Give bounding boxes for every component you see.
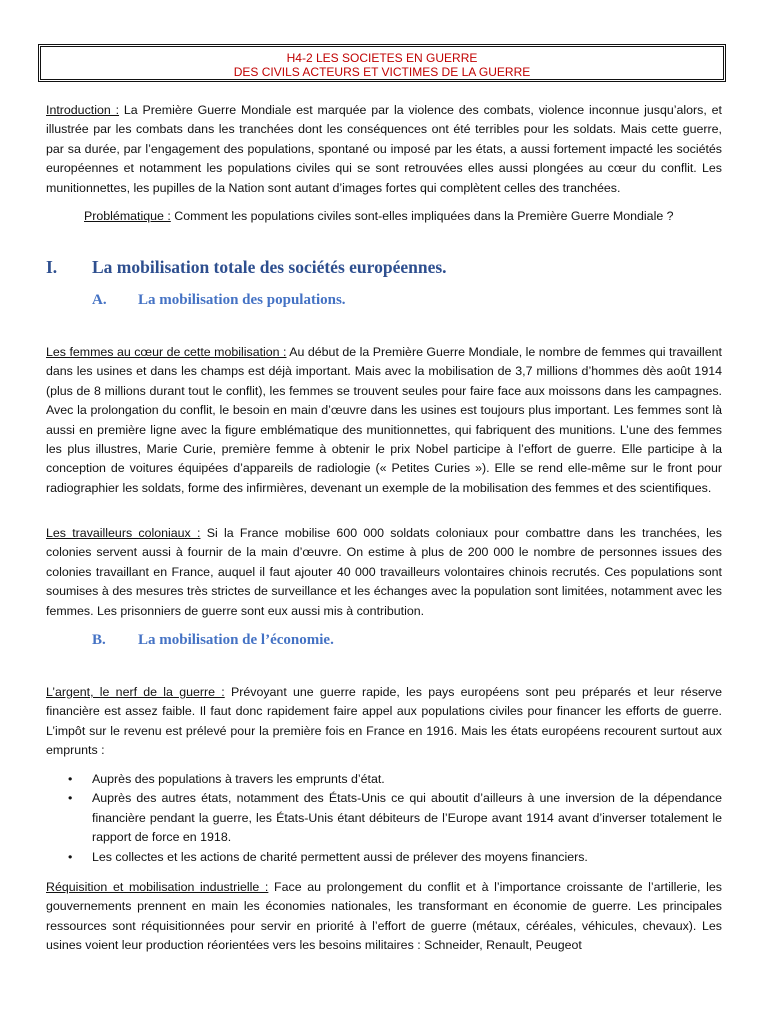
argent-label: L’argent, le nerf de la guerre : [46,685,225,699]
emprunts-list [46,770,722,867]
section-title-1: La mobilisation totale des sociétés européennes. [92,257,447,277]
intro-label: Introduction : [46,103,120,117]
femmes-text: Au début de la Première Guerre Mondiale, le nombre de femmes qui travaillent dans les usines et dans les champs est déjà important. Mais avec la mobilisation de 3,7 millions d’hommes dès août 1914 (plus de 8 millions durant tout le conflit), les femmes se trouvent seules pour faire face aux moissons dans les campagnes. Avec la prolongation du conflit, le besoin en main d’œuvre dans les usines est toujours plus important. Les femmes sont là aussi en première ligne avec la figure emblématique des munitionnettes, qui fabriquent des munitions. L’une des femmes les plus illustres, Marie Curie, première femme à obtenir le prix Nobel participe à l’effort de guerre. Elle participe à la conception de voitures équipées d’appareils de radiologie (« Petites Curies »). Elle se rend elle-même sur le front pour radiographier les soldats, forme des infirmières, devenant un exemple de la mobilisation des femmes et des scientifiques. [46,345,723,495]
title-line-1: H4-2 LES SOCIETES EN GUERRE [286,51,478,65]
title-line-2: DES CIVILS ACTEURS ET VICTIMES DE LA GUERRE [233,65,531,79]
coloniaux-paragraph [46,524,722,621]
subsection-title-a: La mobilisation des populations. [138,292,346,308]
subsection-number-b: B. [92,632,106,648]
subsection-heading-b [92,632,334,649]
problematique-text: Comment les populations civiles sont-elles impliquées dans la Première Guerre Mondiale ? [170,209,674,223]
coloniaux-label: Les travailleurs coloniaux : [46,526,201,540]
subsection-number-a: A. [92,292,107,308]
title-box [38,44,726,82]
section-number-1: I. [46,257,58,277]
requisition-label: Réquisition et mobilisation industrielle : [46,880,269,894]
problematique [84,207,724,226]
femmes-label: Les femmes au cœur de cette mobilisation : [46,345,287,359]
bullet-icon: • [68,849,73,864]
list-item: • Les collectes et les actions de charité permettent aussi de prélever des moyens financiers. [46,848,722,867]
intro-paragraph [46,101,722,198]
subsection-title-b: La mobilisation de l’économie. [138,632,334,648]
list-item: • Auprès des autres états, notamment des États-Unis ce qui aboutit d’ailleurs à une inversion de la dépendance financière pendant la guerre, les États-Unis étant débiteurs de l’Europe avant 1914 avant d’inverser totalement le rapport de force en 1918. [68,791,722,845]
requisition-paragraph [46,878,722,956]
list-item: • Auprès des populations à travers les emprunts d’état. [46,770,722,789]
bullet-icon: • [68,772,73,786]
requisition-text: Face au prolongement du conflit et à l’importance croissante de l’artillerie, les gouvernements prennent en main les économies nationales, les transformant en économie de guerre. Les principales ressources sont réquisitionnées pour servir en priorité à l’effort de guerre (métaux, céréales, véhicules, chevaux). Les usines voient leur production réorientées vers les besoins militaires : Schneider, Renault, Peugeot [46,880,722,953]
subsection-heading-a [92,292,346,309]
femmes-paragraph [46,343,722,498]
coloniaux-text: Si la France mobilise 600 000 soldats coloniaux pour combattre dans les tranchées, les colonies servent aussi à fournir de la main d’œuvre. On estime à plus de 200 000 le nombre de personnes issues des colonies travaillant en France, auquel il faut ajouter 40 000 travailleurs volontaires chinois recrutés. Ces populations sont soumises à des mesures très strictes de surveillance et les échanges avec la population sont limitées, notamment avec les femmes. Les prisonniers de guerre sont eux aussi mis à contribution. [46,526,723,618]
section-heading-1 [46,257,447,278]
problematique-label: Problématique : [84,209,171,223]
argent-text: Prévoyant une guerre rapide, les pays européens sont peu préparés et leur réserve financière est assez faible. Il faut donc rapidement faire appel aux populations civiles pour financer les efforts de guerre. L’impôt sur le revenu est prélevé pour la première fois en France en 1916. Mais les états européens recourent surtout aux emprunts : [46,685,723,758]
intro-text: La Première Guerre Mondiale est marquée par la violence des combats, violence inconnue jusqu’alors, et illustrée par les combats dans les tranchées dont les conséquences ont été terribles pour les soldats. Mais cette guerre, par sa durée, par l’engagement des populations, spontané ou imposé par les états, a aussi fortement impacté les sociétés européennes et notamment les populations civiles qui se sont retrouvées elles aussi plongées au cœur du conflit. Les munitionnettes, les pupilles de la Nation sont autant d’images fortes qui complètent celles des tranchées. [46,103,722,195]
bullet-icon: • [68,791,73,806]
argent-paragraph [46,683,722,761]
